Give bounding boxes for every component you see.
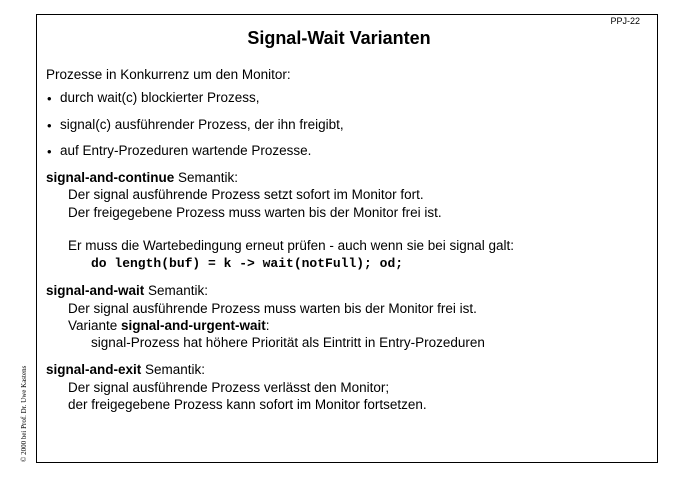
wait-variant bbox=[68, 318, 270, 333]
bullet-item-1: durch wait(c) blockierter Prozess, bbox=[60, 90, 260, 105]
page-id: PPJ-22 bbox=[610, 16, 640, 26]
wait-variant-prefix: Variante bbox=[68, 318, 122, 333]
continue-heading-suffix: Semantik: bbox=[174, 170, 239, 185]
continue-code: do length(buf) = k -> wait(notFull); od; bbox=[91, 256, 404, 271]
exit-heading-suffix: Semantik: bbox=[141, 362, 206, 377]
wait-heading-suffix: Semantik: bbox=[144, 283, 209, 298]
bullet-item-2: signal(c) ausführender Prozess, der ihn freigibt, bbox=[60, 117, 344, 132]
wait-line-1: Der signal ausführende Prozess muss warten bis der Monitor frei ist. bbox=[68, 301, 477, 316]
exit-line-1: Der signal ausführende Prozess verlässt den Monitor; bbox=[68, 380, 390, 395]
wait-heading bbox=[46, 283, 208, 298]
wait-line-3: signal-Prozess hat höhere Priorität als Eintritt in Entry-Prozeduren bbox=[91, 335, 485, 350]
exit-line-2: der freigegebene Prozess kann sofort im Monitor fortsetzen. bbox=[68, 397, 427, 412]
bullet-marker: • bbox=[47, 118, 52, 133]
bullet-marker: • bbox=[47, 144, 52, 159]
intro-lead: Prozesse in Konkurrenz um den Monitor: bbox=[46, 67, 291, 82]
wait-heading-term: signal-and-wait bbox=[46, 283, 145, 298]
continue-heading bbox=[46, 170, 238, 185]
continue-line-1: Der signal ausführende Prozess setzt sofort im Monitor fort. bbox=[68, 187, 424, 202]
wait-variant-term: signal-and-urgent-wait bbox=[121, 318, 266, 333]
copyright-note: © 2000 bei Prof. Dr. Uwe Kastens bbox=[20, 365, 28, 462]
exit-heading-term: signal-and-exit bbox=[46, 362, 142, 377]
bullet-marker: • bbox=[47, 91, 52, 106]
continue-line-3: Er muss die Wartebedingung erneut prüfen - auch wenn sie bei signal galt: bbox=[68, 238, 515, 253]
continue-heading-term: signal-and-continue bbox=[46, 170, 175, 185]
exit-heading bbox=[46, 362, 205, 377]
bullet-item-3: auf Entry-Prozeduren wartende Prozesse. bbox=[60, 143, 312, 158]
continue-line-2: Der freigegebene Prozess muss warten bis der Monitor frei ist. bbox=[68, 205, 442, 220]
wait-variant-suffix: : bbox=[265, 318, 270, 333]
slide-title: Signal-Wait Varianten bbox=[247, 28, 431, 48]
